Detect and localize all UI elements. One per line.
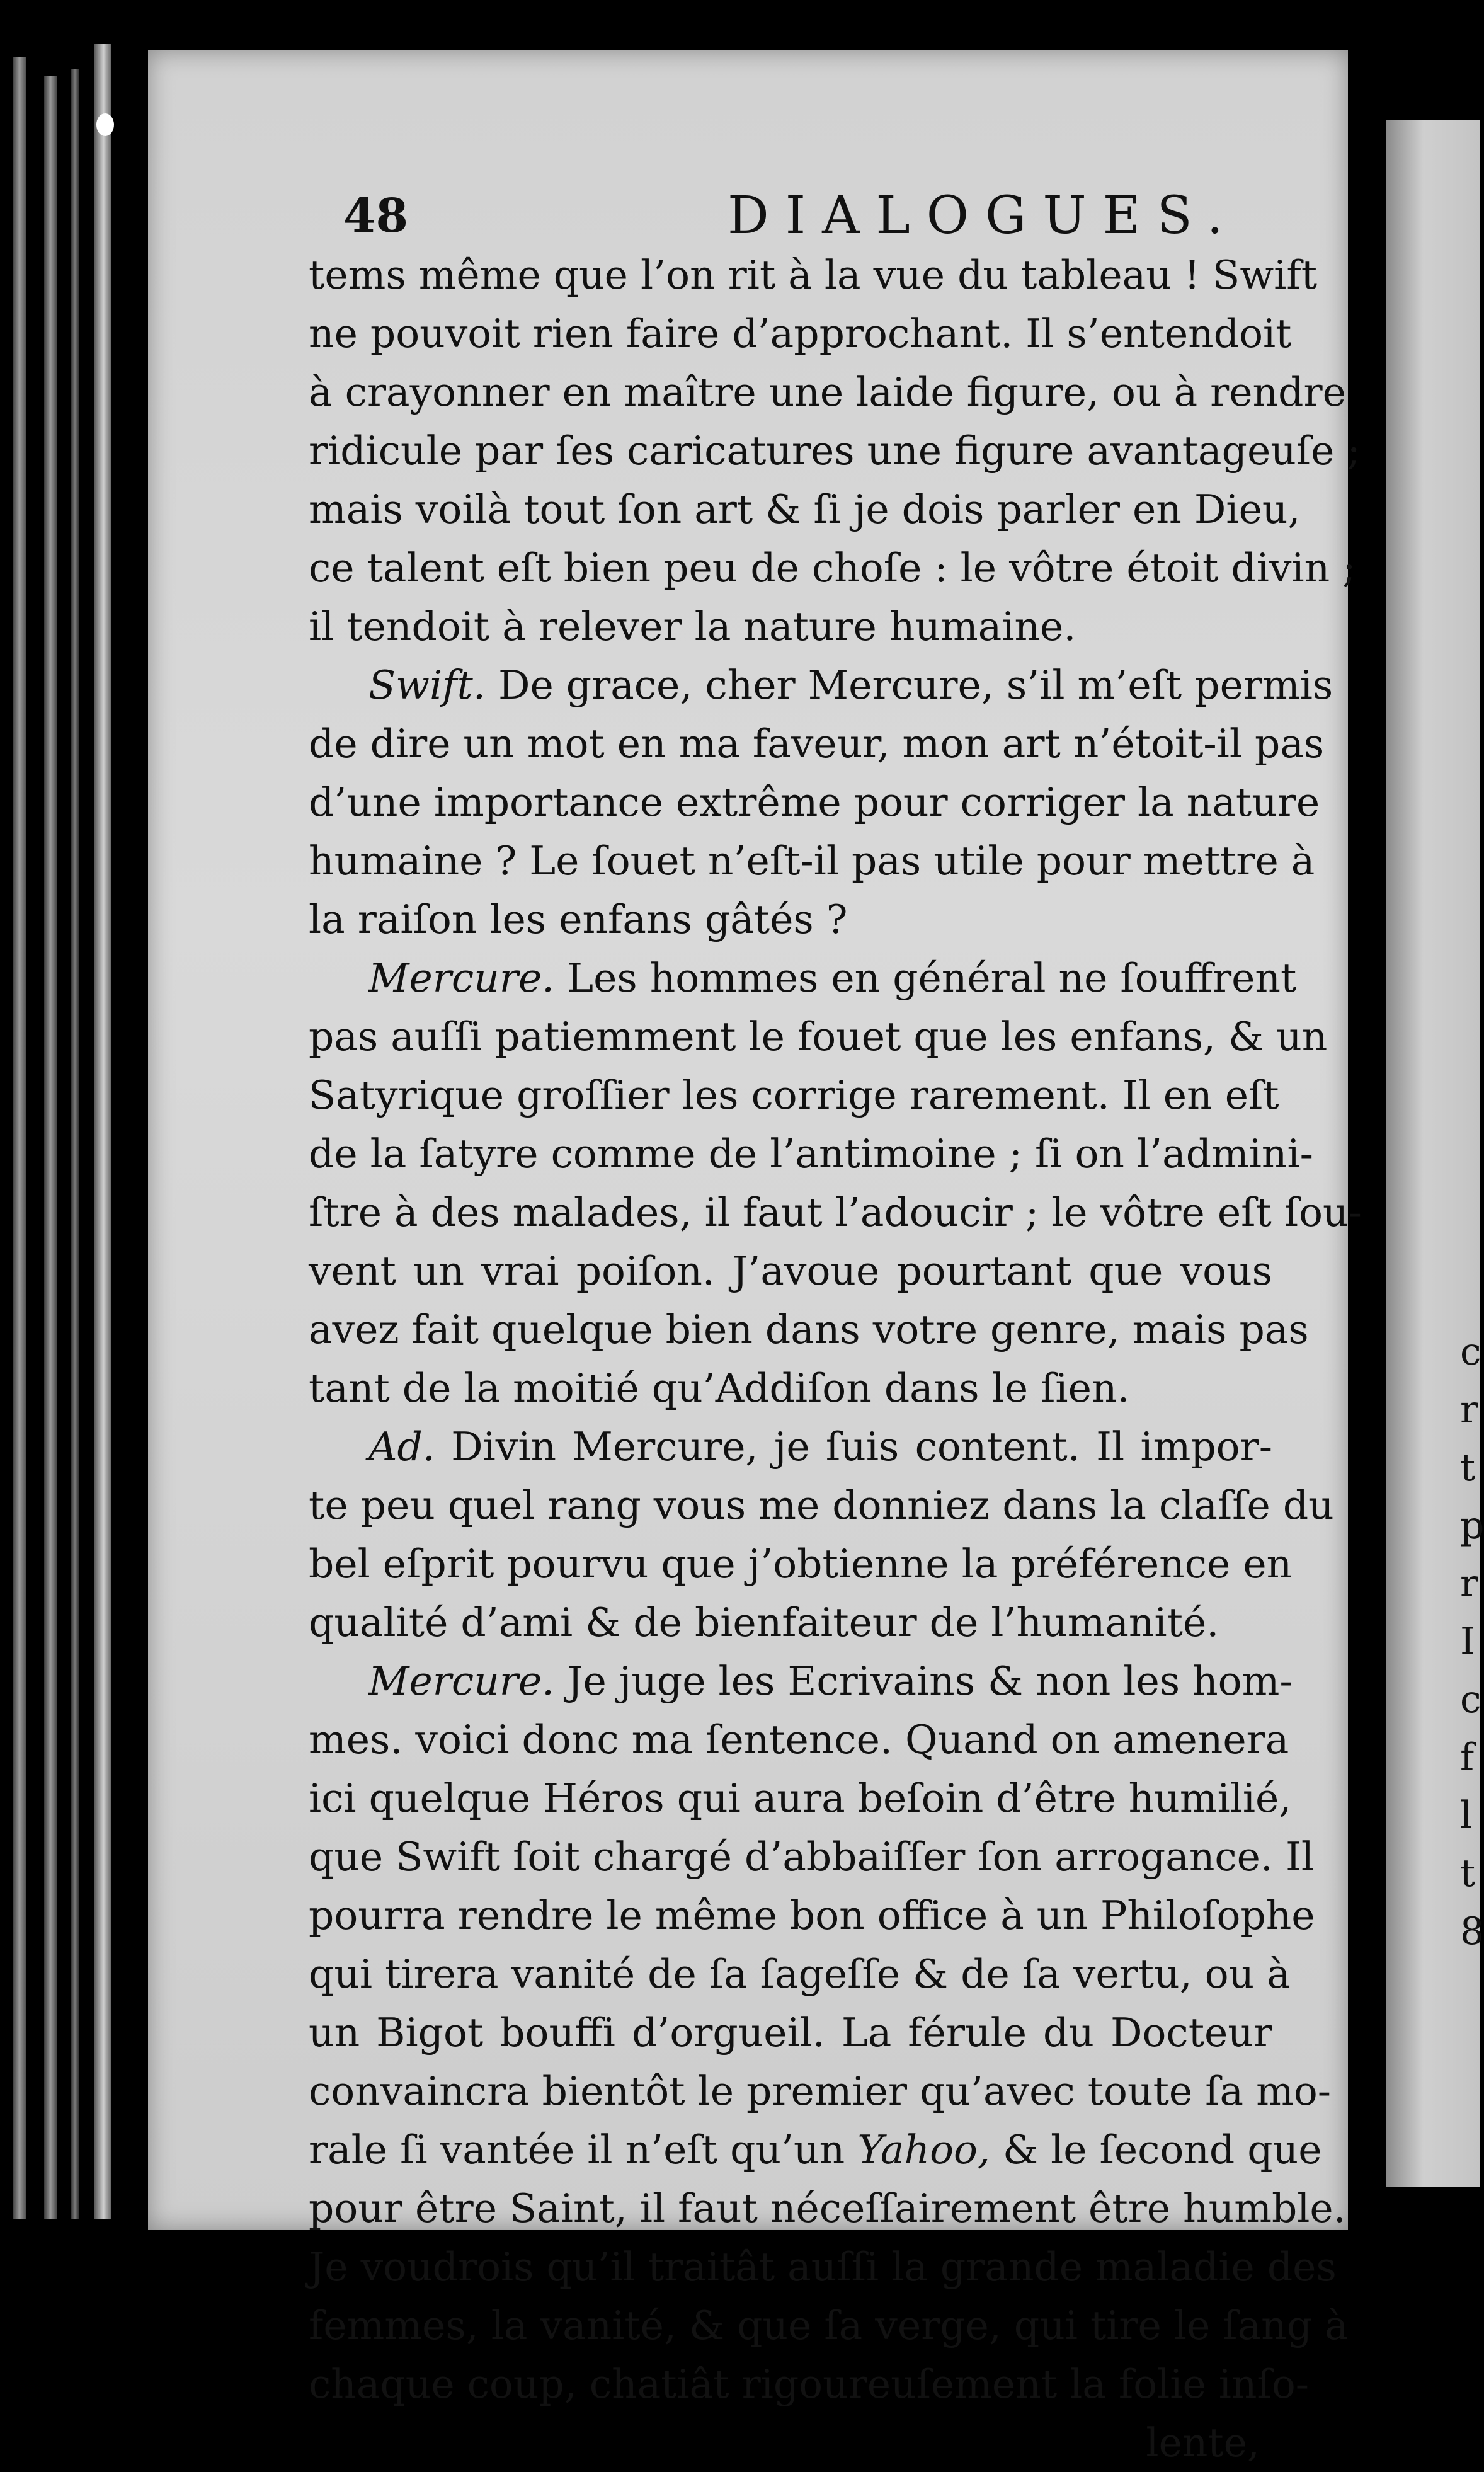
line-text: qui tirera vanité de ſa ſageſſe & de ſa vertu, ou à <box>309 1951 1291 1997</box>
italic-word: Yahoo, <box>857 2127 990 2173</box>
line-text: Les hommes en général ne ſouffrent <box>567 955 1297 1001</box>
adjacent-letter: 8 <box>1460 1909 1484 1954</box>
adjacent-letter: t <box>1460 1446 1476 1490</box>
text-line <box>309 1476 1334 1535</box>
line-text: pourra rendre le même bon office à un Philoſophe <box>309 1892 1315 1938</box>
adjacent-letter: I <box>1460 1620 1475 1664</box>
text-line <box>309 2003 1272 2062</box>
page-stack-edge <box>94 44 111 2219</box>
adjacent-letter: c <box>1460 1678 1481 1722</box>
line-text: bel eſprit pourvu que j’obtienne la préférence en <box>309 1541 1293 1587</box>
line-text: pas auſſi patiemment le fouet que les enfans, & un <box>309 1014 1328 1060</box>
line-text: il tendoit à relever la nature humaine. <box>309 604 1076 649</box>
text-line <box>309 2238 1337 2296</box>
text-line <box>309 597 1272 656</box>
adjacent-letter: r <box>1460 1388 1478 1432</box>
line-text: Je juge les Ecrivains & non les hom- <box>567 1658 1293 1704</box>
text-line <box>309 1007 1328 1066</box>
text-line <box>309 1710 1289 1769</box>
text-line <box>309 714 1325 773</box>
text-line <box>309 1886 1315 1945</box>
line-text: ce talent eſt bien peu de choſe : le vôtre étoit divin ; <box>309 545 1356 591</box>
text-line <box>309 2062 1332 2120</box>
line-text: De grace, cher Mercure, s’il m’eſt permis <box>498 662 1333 708</box>
text-line <box>309 2355 1310 2413</box>
text-line <box>309 1183 1362 1242</box>
adjacent-letter: l <box>1460 1794 1473 1838</box>
text-line <box>309 2179 1346 2238</box>
line-text: d’une importance extrême pour corriger la nature <box>309 779 1320 825</box>
text-line <box>309 1066 1279 1124</box>
text-line <box>309 1359 1272 1417</box>
text-line <box>309 1652 1293 1710</box>
line-text: ſtre à des malades, il faut l’adoucir ; le vôtre eſt ſou- <box>309 1189 1362 1235</box>
line-text: vent un vrai poiſon. J’avoue pourtant que vous <box>309 1248 1272 1294</box>
text-line <box>309 246 1318 304</box>
catchword: lente, <box>1146 2420 1260 2466</box>
line-text: Je voudrois qu’il traitât auſſi la grande maladie des <box>309 2244 1337 2290</box>
line-text: ici quelque Héros qui aura beſoin d’être humilié, <box>309 1775 1292 1821</box>
line-text: de la ſatyre comme de l’antimoine ; ſi on l’admini- <box>309 1131 1313 1177</box>
text-line <box>309 949 1297 1007</box>
line-text: qualité d’ami & de bienfaiteur de l’humanité. <box>309 1599 1219 1645</box>
text-line <box>309 1300 1309 1359</box>
line-text: Satyrique groſſier les corrige rarement. Il en eſt <box>309 1072 1279 1118</box>
binding-edge-left <box>13 57 26 2219</box>
text-line <box>309 363 1346 421</box>
text-line <box>309 1769 1292 1828</box>
line-text: convaincra bientôt le premier qu’avec toute ſa mo- <box>309 2068 1332 2114</box>
line-text: femmes, la vanité, & que ſa verge, qui tire le ſang à <box>309 2303 1349 2349</box>
line-text: un Bigot bouffi d’orgueil. La férule du Docteur <box>309 2010 1272 2056</box>
text-line <box>309 1417 1272 1476</box>
adjacent-letter: r <box>1460 1562 1478 1606</box>
speaker-name: Mercure. <box>368 1658 555 1704</box>
text-line <box>309 1945 1291 2003</box>
edge-mark <box>96 113 114 136</box>
text-line <box>309 890 1272 949</box>
running-head: DIALOGUES. <box>728 186 1240 246</box>
line-text: Divin Mercure, je ſuis content. Il impor- <box>451 1424 1272 1470</box>
page-number: 48 <box>343 189 408 243</box>
line-text: te peu quel rang vous me donniez dans la claſſe du <box>309 1482 1334 1528</box>
text-line <box>309 2296 1349 2355</box>
text-line <box>309 773 1320 832</box>
line-text: la raiſon les enfans gâtés ? <box>309 896 848 942</box>
line-text: humaine ? Le ſouet n’eſt-il pas utile pour mettre à <box>309 838 1315 884</box>
speaker-name: Mercure. <box>368 955 555 1001</box>
line-text: avez fait quelque bien dans votre genre, mais pas <box>309 1307 1309 1353</box>
line-text: à crayonner en maître une laide figure, ou à rendre <box>309 369 1346 415</box>
speaker-name: Ad. <box>368 1424 435 1470</box>
text-line <box>309 480 1301 539</box>
text-line <box>309 1535 1293 1593</box>
line-text: rale ſi vantée il n’eſt qu’un <box>309 2127 858 2173</box>
line-text: ne pouvoit rien faire d’approchant. Il s’entendoit <box>309 311 1292 357</box>
adjacent-letter: f <box>1460 1736 1475 1780</box>
text-line <box>309 1828 1315 1886</box>
line-text: de dire un mot en ma faveur, mon art n’étoit-il pas <box>309 721 1325 767</box>
text-line <box>309 1124 1313 1183</box>
text-line <box>309 421 1361 480</box>
line-text: pour être Saint, il faut néceſſairement être humble. <box>309 2185 1346 2231</box>
body-text <box>309 246 1362 2472</box>
line-text: ridicule par ſes caricatures une figure avantageuſe ; <box>309 428 1361 474</box>
line-text: & le ſecond que <box>990 2127 1322 2173</box>
line-text: mais voilà tout ſon art & ſi je dois parler en Dieu, <box>309 486 1301 532</box>
adjacent-letter: c <box>1460 1330 1481 1374</box>
line-text: tant de la moitié qu’Addiſon dans le ſien. <box>309 1365 1130 1411</box>
binding-edge-middle <box>44 76 57 2219</box>
adjacent-letter: t <box>1460 1851 1476 1896</box>
text-line <box>309 304 1292 363</box>
text-line <box>309 1242 1272 1300</box>
text-line <box>309 832 1315 890</box>
adjacent-page-fragments <box>1460 1323 1484 1960</box>
speaker-name: Swift. <box>368 662 486 708</box>
text-line <box>309 2120 1322 2179</box>
text-line <box>309 656 1333 714</box>
line-text: que Swift ſoit chargé d’abbaiſſer ſon arrogance. Il <box>309 1834 1315 1880</box>
line-text: tems même que l’on rit à la vue du tableau ! Swift <box>309 252 1318 298</box>
text-line <box>309 1593 1272 1652</box>
line-text: mes. voici donc ma ſentence. Quand on amenera <box>309 1717 1289 1763</box>
adjacent-letter: p <box>1460 1504 1484 1548</box>
line-text: chaque coup, chatiât rigoureuſement la folie inſo- <box>309 2361 1310 2407</box>
text-line <box>309 539 1356 597</box>
binding-edge-inner <box>71 69 79 2219</box>
